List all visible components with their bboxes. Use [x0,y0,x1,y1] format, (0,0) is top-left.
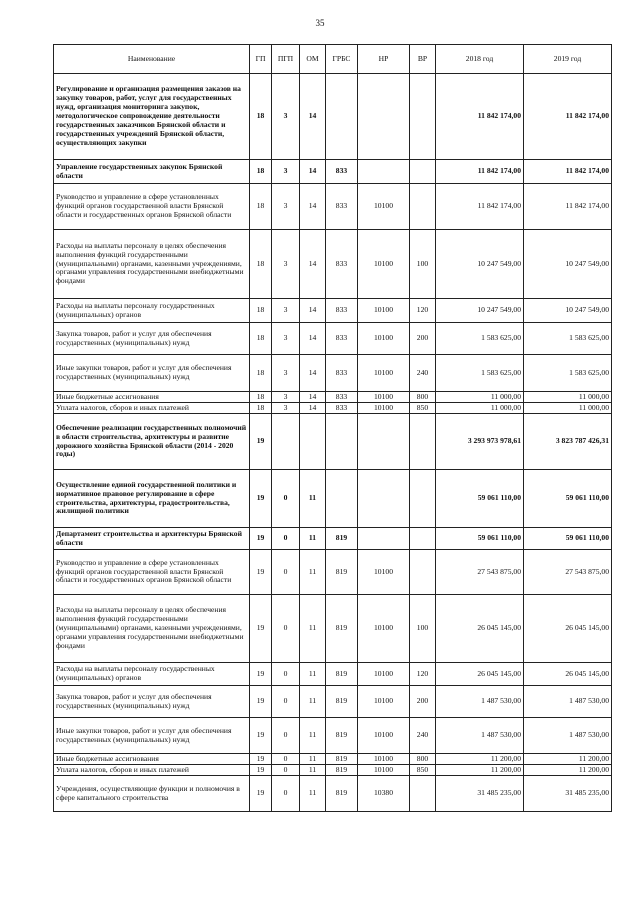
row-om: 14 [300,160,326,184]
row-grbs: 833 [326,184,358,230]
row-grbs: 833 [326,355,358,392]
row-om [300,414,326,470]
row-grbs: 819 [326,754,358,765]
row-vr: 800 [410,392,436,403]
row-grbs: 833 [326,392,358,403]
row-vr: 100 [410,595,436,663]
row-gp: 19 [250,528,272,550]
row-pgp: 0 [272,595,300,663]
row-2018: 1 583 625,00 [436,323,524,355]
table-row [54,754,612,765]
row-2019: 11 842 174,00 [524,74,612,160]
header-nr: НР [358,45,410,74]
row-2018: 3 293 973 978,61 [436,414,524,470]
row-nr: 10100 [358,299,410,323]
row-vr: 200 [410,323,436,355]
page-number: 35 [315,18,325,28]
row-nr: 10100 [358,392,410,403]
header-om: ОМ [300,45,326,74]
row-gp: 19 [250,663,272,686]
row-2018: 26 045 145,00 [436,663,524,686]
row-pgp: 0 [272,686,300,718]
row-pgp: 3 [272,392,300,403]
row-om: 11 [300,595,326,663]
row-gp: 18 [250,230,272,299]
row-name: Расходы на выплаты персоналу государственных (муниципальных) органов [54,299,250,323]
row-name: Иные бюджетные ассигнования [54,754,250,765]
row-2018: 59 061 110,00 [436,470,524,528]
row-name: Иные закупки товаров, работ и услуг для обеспечения государственных (муниципальных) нужд [54,355,250,392]
row-nr: 10100 [358,663,410,686]
row-nr [358,414,410,470]
row-gp: 19 [250,718,272,754]
row-2018: 11 200,00 [436,754,524,765]
row-name: Осуществление единой государственной политики и нормативное правовое регулирование в сфере строительства, архитектуры, градостроительства, жилищной политики [54,470,250,528]
row-name: Учреждения, осуществляющие функции и полномочия в сфере капитального строительства [54,776,250,812]
row-vr: 850 [410,403,436,414]
row-2018: 11 842 174,00 [436,160,524,184]
row-name: Расходы на выплаты персоналу государственных (муниципальных) органов [54,663,250,686]
row-om: 11 [300,470,326,528]
row-pgp: 0 [272,528,300,550]
row-gp: 18 [250,403,272,414]
row-om: 14 [300,403,326,414]
row-pgp: 3 [272,355,300,392]
row-2019: 31 485 235,00 [524,776,612,812]
row-2019: 1 487 530,00 [524,686,612,718]
table-row [54,686,612,718]
row-2019: 10 247 549,00 [524,299,612,323]
row-2019: 59 061 110,00 [524,470,612,528]
row-gp: 18 [250,392,272,403]
table-row [54,299,612,323]
row-name: Иные закупки товаров, работ и услуг для обеспечения государственных (муниципальных) нужд [54,718,250,754]
row-nr: 10100 [358,765,410,776]
row-2019: 1 487 530,00 [524,718,612,754]
row-nr [358,74,410,160]
row-grbs [326,414,358,470]
row-gp: 19 [250,414,272,470]
row-nr: 10100 [358,550,410,595]
row-gp: 18 [250,355,272,392]
row-grbs: 819 [326,765,358,776]
row-om: 11 [300,663,326,686]
table-row [54,663,612,686]
row-name: Уплата налогов, сборов и иных платежей [54,765,250,776]
row-pgp: 0 [272,663,300,686]
row-vr: 800 [410,754,436,765]
row-name: Расходы на выплаты персоналу в целях обеспечения выполнения функций государственными (муниципальными) органами, казенными учреждениями, органами управления государственными внебюджетными фондами [54,230,250,299]
row-2019: 1 583 625,00 [524,323,612,355]
row-om: 14 [300,230,326,299]
row-vr: 240 [410,355,436,392]
row-2018: 11 842 174,00 [436,184,524,230]
row-grbs: 833 [326,160,358,184]
row-gp: 19 [250,595,272,663]
row-grbs: 833 [326,403,358,414]
header-vr: ВР [410,45,436,74]
row-2019: 1 583 625,00 [524,355,612,392]
row-grbs [326,470,358,528]
row-nr: 10100 [358,718,410,754]
row-nr: 10100 [358,184,410,230]
table-row [54,528,612,550]
row-name: Руководство и управление в сфере установленных функций органов государственной власти Брянской области и государственных органов Брянской области [54,550,250,595]
row-om: 11 [300,718,326,754]
row-gp: 18 [250,299,272,323]
header-gp: ГП [250,45,272,74]
row-om: 11 [300,776,326,812]
row-vr: 200 [410,686,436,718]
row-grbs: 819 [326,528,358,550]
row-gp: 18 [250,74,272,160]
row-om: 11 [300,686,326,718]
row-name: Закупка товаров, работ и услуг для обеспечения государственных (муниципальных) нужд [54,323,250,355]
row-om: 14 [300,392,326,403]
row-pgp: 3 [272,299,300,323]
row-gp: 18 [250,184,272,230]
row-2018: 26 045 145,00 [436,595,524,663]
row-2018: 10 247 549,00 [436,299,524,323]
row-om: 11 [300,550,326,595]
header-grbs: ГРБС [326,45,358,74]
row-nr [358,528,410,550]
budget-table [53,44,612,812]
row-om: 11 [300,528,326,550]
row-om: 14 [300,74,326,160]
table-row [54,470,612,528]
table-row [54,355,612,392]
row-gp: 19 [250,470,272,528]
row-name: Департамент строительства и архитектуры Брянской области [54,528,250,550]
row-vr [410,470,436,528]
row-nr: 10380 [358,776,410,812]
row-name: Расходы на выплаты персоналу в целях обеспечения выполнения функций государственными (муниципальными) органами, казенными учреждениями, органами управления государственными внебюджетными фондами [54,595,250,663]
row-grbs: 819 [326,595,358,663]
header-2019: 2019 год [524,45,612,74]
row-vr [410,776,436,812]
row-om: 14 [300,299,326,323]
row-pgp: 0 [272,754,300,765]
table-row [54,718,612,754]
row-gp: 19 [250,765,272,776]
header-pgp: ПГП [272,45,300,74]
table-row [54,392,612,403]
row-2019: 3 823 787 426,31 [524,414,612,470]
row-vr [410,414,436,470]
row-gp: 19 [250,686,272,718]
row-pgp: 3 [272,160,300,184]
row-nr [358,160,410,184]
table-row [54,403,612,414]
row-name: Обеспечение реализации государственных полномочий в области строительства, архитектуры и развитие дорожного хозяйства Брянской области (2014 - 2020 годы) [54,414,250,470]
row-2018: 11 000,00 [436,403,524,414]
table-row [54,323,612,355]
row-name: Руководство и управление в сфере установленных функций органов государственной власти Брянской области и государственных органов Брянской области [54,184,250,230]
row-grbs: 833 [326,323,358,355]
row-2018: 10 247 549,00 [436,230,524,299]
row-om: 11 [300,765,326,776]
row-grbs: 819 [326,663,358,686]
row-name: Управление государственных закупок Брянской области [54,160,250,184]
row-2018: 11 000,00 [436,392,524,403]
header-name: Наименование [54,45,250,74]
row-2019: 11 000,00 [524,403,612,414]
row-pgp: 0 [272,550,300,595]
row-nr: 10100 [358,323,410,355]
row-vr [410,550,436,595]
row-name: Закупка товаров, работ и услуг для обеспечения государственных (муниципальных) нужд [54,686,250,718]
row-grbs: 833 [326,230,358,299]
row-2019: 11 200,00 [524,754,612,765]
row-om: 14 [300,323,326,355]
row-2018: 1 487 530,00 [436,718,524,754]
row-2019: 11 200,00 [524,765,612,776]
row-2018: 27 543 875,00 [436,550,524,595]
row-gp: 19 [250,776,272,812]
row-2018: 1 583 625,00 [436,355,524,392]
row-2019: 10 247 549,00 [524,230,612,299]
row-grbs: 819 [326,686,358,718]
row-pgp [272,414,300,470]
row-pgp: 3 [272,230,300,299]
row-pgp: 3 [272,403,300,414]
row-2018: 11 842 174,00 [436,74,524,160]
table-row [54,414,612,470]
row-vr [410,160,436,184]
table-row [54,160,612,184]
row-gp: 18 [250,323,272,355]
row-pgp: 0 [272,470,300,528]
row-2019: 11 842 174,00 [524,160,612,184]
row-om: 14 [300,355,326,392]
row-pgp: 0 [272,765,300,776]
row-gp: 18 [250,160,272,184]
row-vr: 100 [410,230,436,299]
row-nr: 10100 [358,230,410,299]
row-grbs: 819 [326,776,358,812]
row-nr: 10100 [358,403,410,414]
table-row [54,550,612,595]
row-vr: 120 [410,663,436,686]
row-pgp: 0 [272,776,300,812]
table-row [54,184,612,230]
row-grbs: 819 [326,718,358,754]
row-vr [410,74,436,160]
row-2018: 11 200,00 [436,765,524,776]
row-grbs: 833 [326,299,358,323]
row-2018: 59 061 110,00 [436,528,524,550]
row-om: 14 [300,184,326,230]
row-vr: 120 [410,299,436,323]
row-pgp: 3 [272,323,300,355]
row-2019: 26 045 145,00 [524,595,612,663]
row-pgp: 3 [272,74,300,160]
row-2018: 1 487 530,00 [436,686,524,718]
row-gp: 19 [250,754,272,765]
table-row [54,595,612,663]
row-pgp: 3 [272,184,300,230]
table-row [54,74,612,160]
table-row [54,230,612,299]
table-row [54,765,612,776]
row-vr: 240 [410,718,436,754]
row-name: Уплата налогов, сборов и иных платежей [54,403,250,414]
row-2019: 27 543 875,00 [524,550,612,595]
row-name: Регулирование и организация размещения заказов на закупку товаров, работ, услуг для государственных нужд, организация мониторинга закупок, методологическое сопровождение деятельности государственных заказчиков Брянской области и государственных учреждений Брянской области, осуществляющих закупки [54,74,250,160]
row-nr [358,470,410,528]
table-row [54,776,612,812]
row-pgp: 0 [272,718,300,754]
row-om: 11 [300,754,326,765]
row-2019: 11 000,00 [524,392,612,403]
header-2018: 2018 год [436,45,524,74]
row-nr: 10100 [358,754,410,765]
row-2019: 11 842 174,00 [524,184,612,230]
row-nr: 10100 [358,686,410,718]
row-vr [410,184,436,230]
row-grbs: 819 [326,550,358,595]
row-nr: 10100 [358,355,410,392]
row-2018: 31 485 235,00 [436,776,524,812]
row-2019: 59 061 110,00 [524,528,612,550]
row-gp: 19 [250,550,272,595]
row-2019: 26 045 145,00 [524,663,612,686]
table-header-row [54,45,612,74]
row-nr: 10100 [358,595,410,663]
row-name: Иные бюджетные ассигнования [54,392,250,403]
row-vr: 850 [410,765,436,776]
row-grbs [326,74,358,160]
row-vr [410,528,436,550]
